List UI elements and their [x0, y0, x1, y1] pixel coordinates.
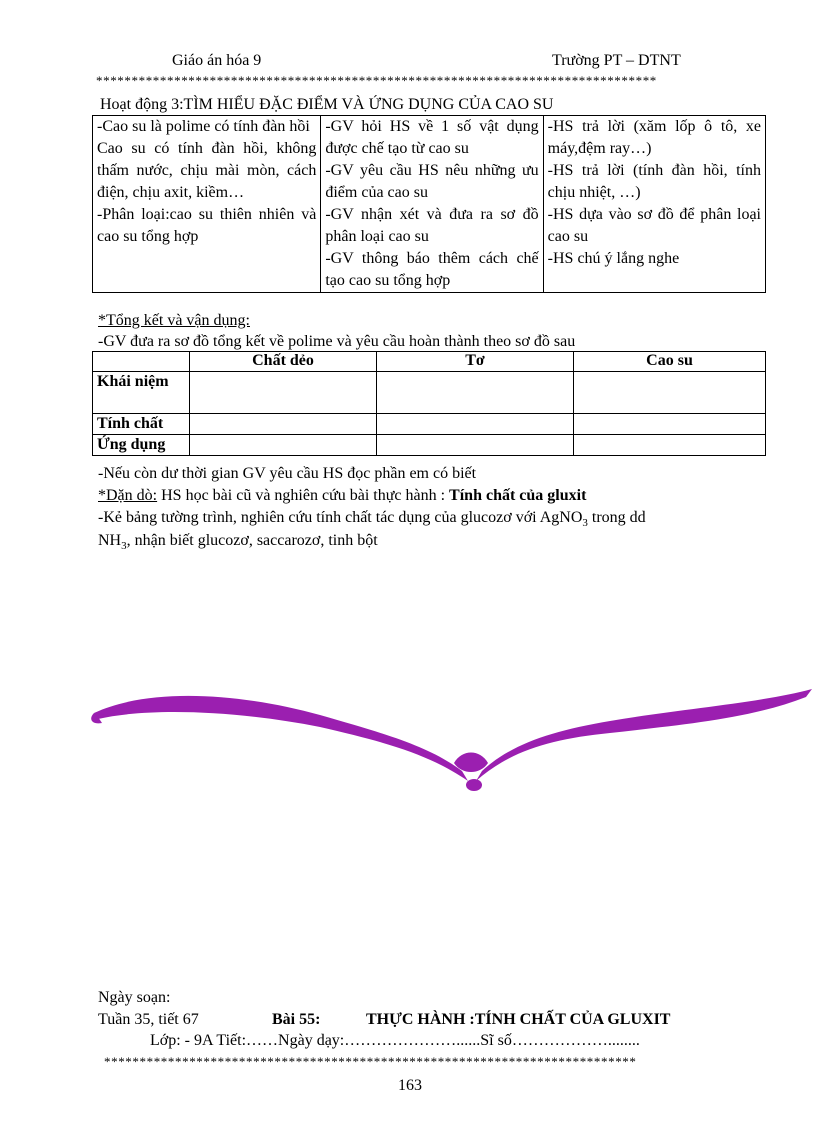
blank-cell [574, 414, 766, 435]
teacher-line: -GV hỏi HS về 1 số vật dụng được chế tạo từ cao su [325, 118, 539, 157]
teacher-line: -GV nhận xét và đưa ra sơ đồ phân loại cao su [325, 206, 539, 245]
header-left: Giáo án hóa 9 [172, 52, 262, 69]
blank-cell [377, 372, 574, 414]
row-header: Tính chất [93, 414, 190, 435]
lesson-number: Bài 55: [272, 1011, 321, 1028]
page-number: 163 [398, 1077, 422, 1094]
homework-line-3 [98, 507, 646, 528]
blank-cell [377, 435, 574, 456]
summary-instruction: -GV đưa ra sơ đồ tổng kết về polime và yêu cầu hoàn thành theo sơ đồ sau [98, 333, 576, 350]
activity-title: Hoạt động 3:TÌM HIỂU ĐẶC ĐIỂM VÀ ỨNG DỤNG CỦA CAO SU [100, 96, 554, 113]
column-header: Chất dẻo [190, 352, 377, 372]
teacher-line: -GV yêu cầu HS nêu những ưu điểm của cao su [325, 162, 539, 201]
student-line: -HS trả lời (tính đàn hồi, tính chịu nhiệt, …) [547, 162, 761, 201]
blank-cell [574, 435, 766, 456]
student-line: -HS chú ý lắng nghe [547, 250, 680, 267]
homework-line-4 [98, 530, 378, 551]
blank-cell [190, 435, 377, 456]
ornament-shape [91, 689, 812, 791]
header-divider: ******************************************************************************* [96, 73, 657, 88]
polime-summary-table [92, 351, 766, 456]
row-header: Ứng dụng [93, 435, 190, 456]
content-line: -Cao su là polime có tính đàn hồi [97, 118, 310, 135]
activity-table [92, 115, 766, 293]
student-activity-cell [543, 116, 765, 293]
content-line: Cao su có tính đàn hồi, không thấm nước, chịu mài mòn, cách điện, chịu axit, kiềm… [97, 140, 317, 201]
line4-tail: , nhận biết glucozơ, saccarozơ, tinh bột [126, 532, 378, 549]
teacher-activity-cell [321, 116, 543, 293]
student-line: -HS trả lời (xăm lốp ô tô, xe máy,đệm ray…) [547, 118, 761, 157]
header-right: Trường PT – DTNT [552, 52, 681, 69]
blank-cell [377, 414, 574, 435]
teacher-line: -GV thông báo thêm cách chế tạo cao su tổng hợp [325, 250, 539, 289]
homework-dan-do [98, 485, 586, 506]
dan-do-label: *Dặn dò: [98, 487, 158, 504]
corner-cell [93, 352, 190, 372]
ornament-divider-icon [90, 685, 816, 795]
ngay-soan: Ngày soạn: [98, 989, 171, 1006]
summary-heading: *Tổng kết và vận dụng: [98, 312, 250, 329]
homework-line-1: -Nếu còn dư thời gian GV yêu cầu HS đọc phần em có biết [98, 465, 477, 482]
column-header: Cao su [574, 352, 766, 372]
student-line: -HS dựa vào sơ đồ để phân loại cao su [547, 206, 761, 245]
footer-divider: *************************************************************************** [104, 1054, 637, 1069]
lesson-title: THỰC HÀNH :TÍNH CHẤT CỦA GLUXIT [366, 1011, 671, 1028]
line4-subscript: 3 [121, 540, 127, 553]
activity-content-cell [93, 116, 321, 293]
tuan-tiet: Tuần 35, tiết 67 [98, 1011, 199, 1028]
blank-cell [190, 414, 377, 435]
line4-text: NH [98, 532, 122, 549]
dan-do-text: HS học bài cũ và nghiên cứu bài thực hành : [157, 487, 450, 504]
line3-text: -Kẻ bảng tường trình, nghiên cứu tính chất tác dụng của glucozơ với AgNO [98, 509, 583, 526]
column-header: Tơ [377, 352, 574, 372]
class-info: Lớp: - 9A Tiết:……Ngày dạy:…………………......Sĩ số………………........ [150, 1032, 640, 1049]
blank-cell [574, 372, 766, 414]
content-line: -Phân loại:cao su thiên nhiên và cao su tổng hợp [97, 206, 317, 245]
dan-do-lesson: Tính chất của gluxit [449, 487, 587, 504]
line3-subscript: 3 [582, 517, 588, 530]
row-header: Khái niệm [93, 372, 190, 414]
line3-tail: trong dd [587, 509, 646, 526]
blank-cell [190, 372, 377, 414]
